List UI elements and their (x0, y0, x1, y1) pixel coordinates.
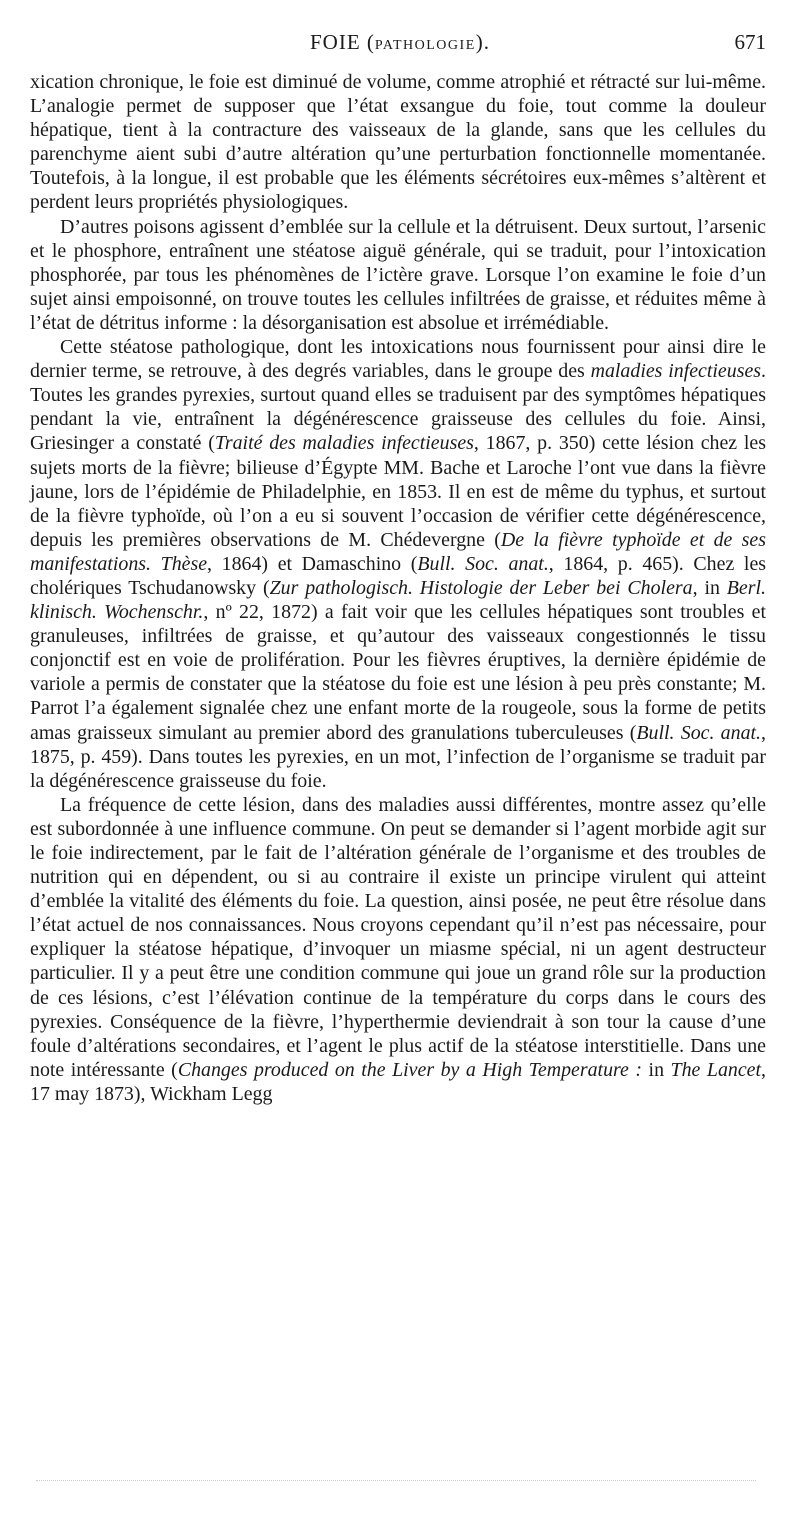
italic-citation: Berl. klinisch. Wochenschr. (30, 576, 766, 624)
italic-citation: The Lancet (670, 1058, 762, 1081)
text-run: , 17 may 1873), Wickham Legg (30, 1058, 767, 1105)
body-text (30, 70, 766, 1106)
text-run: , nº 22, 1872) a fait voir que les cellules hépatiques sont troubles et granuleuses, infiltrées de graisse, et qu’autour des vaisseaux congestionnés le tissu conjonctif est en voie de prolifération. Pour les fièvres éruptives, la dernière épidémie de variole a permis de constater que la stéatose du foie est une lésion à peu près constante; M. Parrot l’a également signalée chez une enfant morte de la rougeole, sous la forme de petits amas graisseux simulant au premier abord des granulations tuberculeuses ( (30, 601, 766, 744)
text-run: , in (692, 576, 727, 599)
text-run: . Toutes les grandes pyrexies, surtout quand elles se traduisent par des symptômes hépatiques pendant la vie, entraînent la dégénérescence graisseuse des cellules du foie. Ainsi, Griesinger a constaté ( (30, 360, 766, 455)
page (30, 22, 767, 1105)
text-run: , 1867, p. 350) cette lésion chez les sujets morts de la fièvre; bilieuse d’Égypte MM. Bache et Laroche l’ont vue dans la fièvre jaune, lors de l’épidémie de Philadelphie, en 1853. Il en est de même du typhus, et surtout de la fièvre typhoïde, où l’on a eu si souvent l’occasion de vérifier cette dégénérescence, depuis les premières observations de M. Chédevergne ( (30, 432, 766, 551)
running-title-main: FOIE ( (310, 30, 375, 54)
text-run: La fréquence de cette lésion, dans des maladies aussi différentes, montre assez qu’elle est subordonnée à une influence commune. On peut se demander si l’agent morbide agit sur le foie indirectement, par le fait de l’altération générale de l’organisme et des troubles de nutrition qui en dépendent, ou si au contraire il existe un principe virulent qui atteint d’emblée la vitalité des éléments du foie. La question, ainsi posée, ne peut être résolue dans l’état actuel de nos connaissances. Nous croyons cependant qu’il n’est pas nécessaire, pour expliquer la stéatose hépatique, d’invoquer un miasme spécial, ni un agent destructeur particulier. Il y a peut être une condition commune qui joue un grand rôle sur la production de ces lésions, c’est l’élévation continue de la température du corps dans le cours des pyrexies. Conséquence de la fièvre, l’hyperthermie deviendrait à son tour la cause d’une foule d’altérations secondaires, et l’agent le plus actif de la stéatose interstitielle. Dans une note intéressante ( (30, 793, 766, 1081)
text-run: , 1875, p. 459). Dans toutes les pyrexies, en un mot, l’infection de l’organisme se traduit par la dégénérescence graisseuse du foie. (30, 721, 767, 792)
italic-citation: De la fièvre typhoïde et de ses manifestations. Thèse (30, 528, 766, 575)
italic-citation: Bull. Soc. anat. (417, 552, 549, 575)
text-run: xication chronique, le foie est diminué de volume, comme atrophié et rétracté sur lui-même. L’analogie permet de supposer que l’état exsangue du foie, tout comme la douleur hépatique, tient à la contracture des vaisseaux de la glande, sans que les cellules du parenchyme aient subi d’autre altération qu’une perturbation fonctionnelle momentanée. Toutefois, à la longue, il est probable que les éléments sécrétoires eux-mêmes s’altèrent et perdent leurs propriétés physiologiques. (30, 71, 766, 214)
paragraph (30, 215, 766, 335)
italic-citation: Changes produced on the Liver by a High Temperature : (177, 1058, 643, 1081)
paragraph (30, 793, 766, 1106)
running-title-end: ). (475, 30, 490, 54)
paragraph (30, 70, 766, 215)
paragraph (30, 335, 766, 793)
italic-citation: Traité des maladies infectieuses (214, 432, 474, 455)
text-run: Cette stéatose pathologique, dont les intoxications nous fournissent pour ainsi dire le dernier terme, se retrouve, à des degrés variables, dans le groupe des (30, 336, 766, 383)
italic-citation: Zur pathologisch. Histologie der Leber bei Cholera (269, 576, 693, 599)
text-run: in (642, 1058, 671, 1081)
italic-citation: Bull. Soc. anat. (636, 721, 762, 744)
text-run: D’autres poisons agissent d’emblée sur la cellule et la détruisent. Deux surtout, l’arsenic et le phosphore, entraînent une stéatose aiguë générale, qui se traduit, pour l’intoxication phosphorée, par tous les phénomènes de l’ictère grave. Lorsque l’on examine le foie d’un sujet ainsi empoisonné, on trouve toutes les cellules infiltrées de graisse, et réduites même à l’état de détritus informe : la désorganisation est absolue et irrémédiable. (30, 215, 766, 334)
page-number: 671 (734, 30, 766, 54)
bottom-rule (36, 1480, 756, 1481)
text-run: , 1864) et Damaschino ( (207, 552, 418, 575)
italic-citation: maladies infectieuses (590, 360, 762, 383)
running-header (30, 22, 766, 62)
running-title-smallcaps: PATHOLOGIE (374, 38, 476, 53)
running-title (310, 30, 490, 55)
text-run: , 1864, p. 465). Chez les cholériques Tschudanowsky ( (30, 552, 767, 599)
